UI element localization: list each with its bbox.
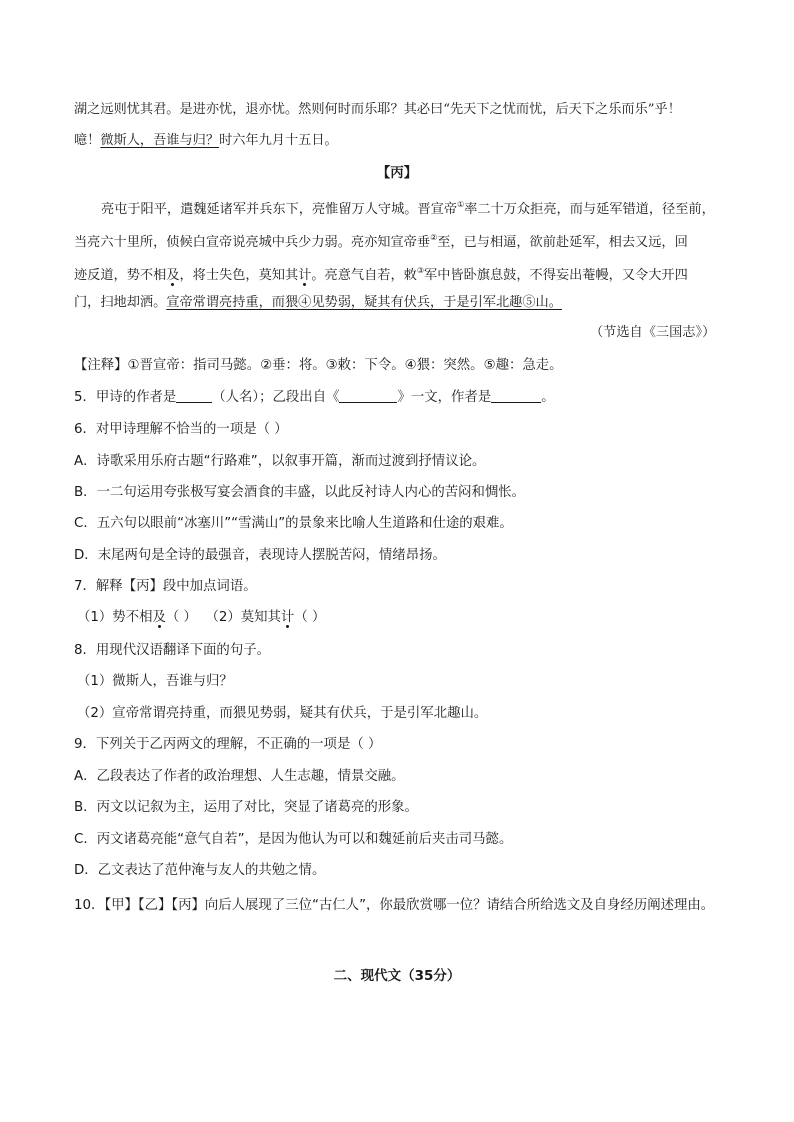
answer-blank[interactable] xyxy=(176,388,212,403)
text-line-bing-2: 当亮六十里所，侦候白宣帝说亮城中兵少力弱。亮亦知宣帝垂②至，已与相逼，欲前赴延军，相去又远，回 xyxy=(74,233,688,250)
option-a[interactable]: A．乙段表达了作者的政治理想、人生志趣，情景交融。 xyxy=(74,769,405,784)
question-7-parts: （1）势不相及（ ） （2）莫知其计（ ） xyxy=(77,610,326,625)
text-line-bing-4: 门，扫地却洒。宣帝常谓亮持重，而猥④见势弱，疑其有伏兵，于是引军北趣⑤山。 xyxy=(74,295,562,310)
text-line-jia-2: 噫！微斯人，吾谁与归？时六年九月十五日。 xyxy=(74,133,338,148)
option-b[interactable]: B．一二句运用夸张极写宴会酒食的丰盛，以此反衬诗人内心的苦闷和惆怅。 xyxy=(74,485,526,500)
question-7-stem: 7．解释【丙】段中加点词语。 xyxy=(74,579,257,594)
answer-blank[interactable] xyxy=(491,388,541,403)
annotation-note: 【注释】①晋宣帝：指司马懿。②垂：将。③敕：下令。④猥：突然。⑤趣：急走。 xyxy=(74,358,563,373)
question-5: 5．甲诗的作者是 （人名）；乙段出自《 》一文，作者是 。 xyxy=(74,390,555,405)
option-d[interactable]: D．末尾两句是全诗的最强音，表现诗人摆脱苦闷，情绪昂扬。 xyxy=(74,548,446,563)
option-c[interactable]: C．五六句以眼前“冰塞川”“雪满山”的景象来比喻人生道路和仕途的艰难。 xyxy=(74,516,513,531)
answer-blank[interactable] xyxy=(339,388,397,403)
text-line-bing-1: 亮屯于阳平，遣魏延诸军并兵东下，亮惟留万人守城。晋宣帝①率二十万众拒亮，而与延军错道，径至前， xyxy=(101,200,715,217)
underlined-sentence: 宣帝常谓亮持重，而猥④见势弱，疑其有伏兵，于是引军北趣⑤山。 xyxy=(166,295,562,310)
text-line-bing-3: 迹反道，势不相及，将士失色，莫知其计。亮意气自若，敕③军中皆卧旗息鼓，不得妄出菴幔，又令大开四 xyxy=(74,266,688,283)
option-a[interactable]: A．诗歌采用乐府古题“行路难”，以叙事开篇，渐而过渡到抒情议论。 xyxy=(74,454,486,469)
question-8-sentence-1: （1）微斯人，吾谁与归？ xyxy=(77,674,233,689)
option-d[interactable]: D．乙文表达了范仲淹与友人的共勉之情。 xyxy=(74,863,326,878)
question-10: 10．【甲】【乙】【丙】向后人展现了三位“古仁人”，你最欣赏哪一位？请结合所给选文及自身经历阐述理由。 xyxy=(74,898,715,913)
source-citation: （节选自《三国志》） xyxy=(590,325,716,340)
text-line-jia-1: 湖之远则忧其君。是进亦忧，退亦忧。然则何时而乐耶？其必曰“先天下之忧而忧，后天下之乐而乐”乎！ xyxy=(74,102,681,117)
question-8-stem: 8．用现代汉语翻译下面的句子。 xyxy=(74,643,270,658)
option-c[interactable]: C．丙文诸葛亮能“意气自若”，是因为他认为可以和魏延前后夹击司马懿。 xyxy=(74,832,513,847)
question-6-stem: 6．对甲诗理解不恰当的一项是（ ） xyxy=(74,422,288,437)
option-b[interactable]: B．丙文以记叙为主，运用了对比，突显了诸葛亮的形象。 xyxy=(74,800,418,815)
question-9-stem: 9．下列关于乙丙两文的理解，不正确的一项是（ ） xyxy=(74,737,382,752)
section-heading-modern-text: 二、现代文（35分） xyxy=(333,968,461,984)
section-heading-bing: 【丙】 xyxy=(376,165,418,181)
underlined-sentence: 微斯人，吾谁与归？ xyxy=(100,133,220,148)
question-8-sentence-2: （2）宣帝常谓亮持重，而猥见势弱，疑其有伏兵，于是引军北趣山。 xyxy=(77,706,488,721)
